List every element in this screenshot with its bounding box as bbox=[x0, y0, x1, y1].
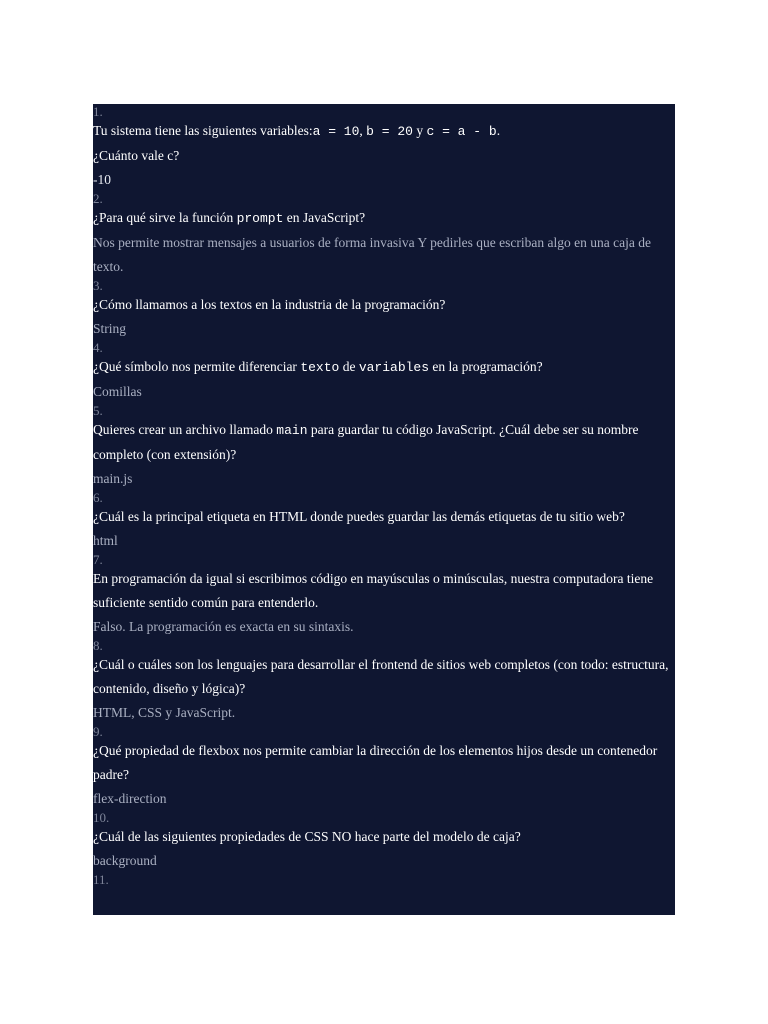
answer-text: html bbox=[93, 533, 118, 548]
answer-text: HTML, CSS y JavaScript. bbox=[93, 705, 236, 720]
question-number: 7. bbox=[93, 552, 103, 567]
answer-text: Nos permite mostrar mensajes a usuarios de forma invasiva Y pedirles que escriban algo en una caja de texto. bbox=[93, 235, 651, 274]
question-text: En programación da igual si escribimos código en mayúsculas o minúsculas, nuestra computadora tiene suficiente sentido común para entenderlo. bbox=[93, 571, 654, 610]
question-number: 1. bbox=[93, 104, 103, 119]
answer-text: main.js bbox=[93, 471, 133, 486]
code-snippet: texto bbox=[300, 360, 340, 375]
question-number: 4. bbox=[93, 340, 103, 355]
code-snippet: c = a - b bbox=[426, 124, 497, 139]
code-snippet: b = 20 bbox=[366, 124, 413, 139]
question-block-9 bbox=[93, 725, 675, 811]
question-block-4 bbox=[93, 341, 675, 404]
quiz-panel bbox=[93, 104, 675, 915]
question-text: ¿Cuál o cuáles son los lenguajes para desarrollar el frontend de sitios web completos (con todo: estructura, contenido, diseño y lógica)? bbox=[93, 657, 669, 696]
question-number: 2. bbox=[93, 191, 103, 206]
question-number: 10. bbox=[93, 810, 110, 825]
question-number: 5. bbox=[93, 403, 103, 418]
code-snippet: prompt bbox=[236, 211, 284, 226]
question-text: ¿Para qué sirve la función prompt en JavaScript? bbox=[93, 210, 366, 226]
answer-text: background bbox=[93, 853, 157, 868]
question-text: ¿Cómo llamamos a los textos en la industria de la programación? bbox=[93, 297, 446, 312]
question-block-5 bbox=[93, 404, 675, 491]
question-block-11 bbox=[93, 873, 675, 887]
question-text-line2: ¿Cuánto vale c? bbox=[93, 148, 180, 163]
question-number: 9. bbox=[93, 724, 103, 739]
question-text: Tu sistema tiene las siguientes variables:a = 10, b = 20 y c = a - b. bbox=[93, 123, 501, 139]
quiz-content bbox=[93, 104, 675, 887]
question-block-10 bbox=[93, 811, 675, 873]
answer-text: Comillas bbox=[93, 384, 142, 399]
question-number: 6. bbox=[93, 490, 103, 505]
code-snippet: a = 10 bbox=[312, 124, 360, 139]
question-block-2 bbox=[93, 192, 675, 279]
question-text: Quieres crear un archivo llamado main para guardar tu código JavaScript. ¿Cuál debe ser su nombre completo (con extensión)? bbox=[93, 422, 639, 462]
question-number: 11. bbox=[93, 872, 109, 887]
answer-text: String bbox=[93, 321, 127, 336]
question-text: ¿Qué propiedad de flexbox nos permite cambiar la dirección de los elementos hijos desde un contenedor padre? bbox=[93, 743, 658, 782]
question-block-6 bbox=[93, 491, 675, 553]
question-text: ¿Cuál es la principal etiqueta en HTML donde puedes guardar las demás etiquetas de tu sitio web? bbox=[93, 509, 625, 524]
question-block-3 bbox=[93, 279, 675, 341]
question-block-7 bbox=[93, 553, 675, 639]
question-number: 8. bbox=[93, 638, 103, 653]
answer-text: -10 bbox=[93, 172, 111, 187]
code-snippet: main bbox=[276, 423, 308, 438]
answer-text: Falso. La programación es exacta en su sintaxis. bbox=[93, 619, 354, 634]
question-block-1 bbox=[93, 105, 675, 192]
answer-text: flex-direction bbox=[93, 791, 167, 806]
question-text: ¿Qué símbolo nos permite diferenciar texto de variables en la programación? bbox=[93, 359, 543, 375]
code-snippet: variables bbox=[358, 360, 430, 375]
question-text: ¿Cuál de las siguientes propiedades de CSS NO hace parte del modelo de caja? bbox=[93, 829, 521, 844]
question-number: 3. bbox=[93, 278, 103, 293]
question-block-8 bbox=[93, 639, 675, 725]
